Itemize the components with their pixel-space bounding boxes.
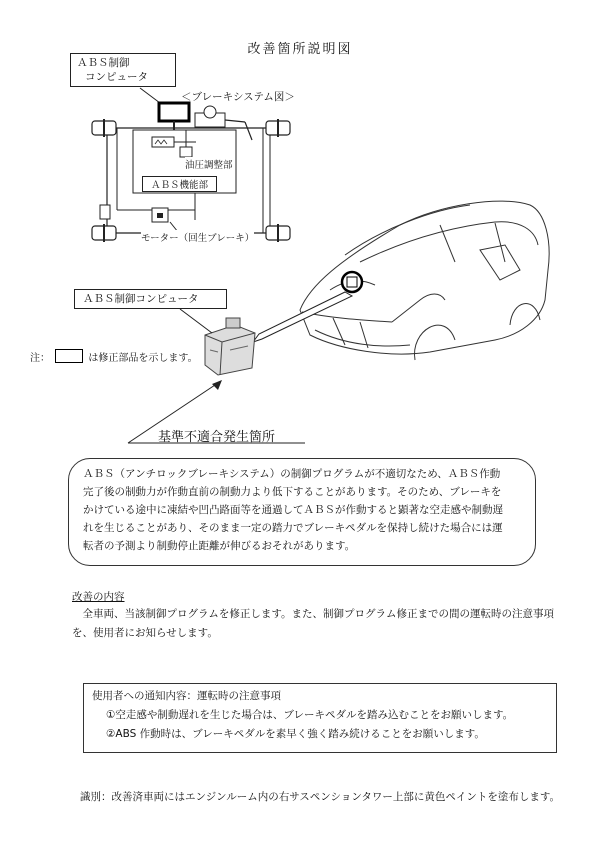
notice-item: ①空走感や制動遅れを生じた場合は、ブレーキペダルを踏み込むことをお願いします。 xyxy=(106,709,514,721)
improvement-line: 全車両、当該制御プログラムを修正します。また、制御プログラム修正までの間の運転時の注意事項 xyxy=(72,608,554,620)
wheel-rear-right xyxy=(266,224,290,242)
user-notice-box xyxy=(83,683,557,753)
description-line: れを生じることがあり、そのまま一定の踏力でブレーキペダルを保持し続けた場合には運 xyxy=(83,522,503,534)
legend-prefix: 注： xyxy=(30,353,50,364)
abs-computer-label-line1: ＡＢＳ制御 xyxy=(77,57,130,69)
description-line: 完了後の制動力が作動直前の制動力より低下することがあります。そのため、ブレーキを xyxy=(83,486,502,498)
legend xyxy=(30,349,198,364)
improvement-body xyxy=(72,605,592,643)
identification-text: 識別：改善済車両にはエンジンルーム内の右サスペンションタワー上部に黄色ペイントを塗布します。 xyxy=(80,791,561,803)
abs-function-label: ＡＢＳ機能部 xyxy=(142,176,217,192)
page-title: 改善箇所説明図 xyxy=(247,42,353,57)
description-box xyxy=(68,458,536,566)
improvement-heading: 改善の内容 xyxy=(72,591,125,603)
hydraulic-unit-label: 油圧調整部 xyxy=(185,157,233,171)
system-caption: ＜ブレーキシステム図＞ xyxy=(181,91,295,103)
motor-label: モーター（回生ブレーキ） xyxy=(141,230,254,244)
notice-title: 使用者への通知内容：運転時の注意事項 xyxy=(92,690,281,702)
wheel-front-right xyxy=(266,119,290,137)
abs-computer-label-line2: コンピュータ xyxy=(85,71,148,83)
legend-swatch xyxy=(55,349,83,363)
car-illustration xyxy=(300,201,549,360)
description-line: ＡＢＳ（アンチロックブレーキシステム）の制御プログラムが不適切なため、ＡＢＳ作動 xyxy=(83,468,501,480)
description-line: かけている途中に凍結や凹凸路面等を通過してＡＢＳが作動すると顕著な空走感や制動遅 xyxy=(83,504,503,516)
abs-computer-highlight xyxy=(159,103,189,121)
description-line: 転者の予測より制動停止距離が伸びるおそれがあります。 xyxy=(83,540,356,552)
abs-computer-callout: ＡＢＳ制御コンピュータ xyxy=(74,289,227,309)
defect-location-label: 基準不適合発生箇所 xyxy=(158,430,276,445)
wheel-front-left xyxy=(92,119,116,137)
improvement-line: を、使用者にお知らせします。 xyxy=(72,627,218,639)
wheel-rear-left xyxy=(92,224,116,242)
notice-item: ②ABS 作動時は、ブレーキペダルを素早く強く踏み続けることをお願いします。 xyxy=(106,728,485,740)
highlight-circle xyxy=(342,272,362,292)
abs-computer-photo xyxy=(205,318,255,375)
legend-text: は修正部品を示します。 xyxy=(88,353,198,364)
